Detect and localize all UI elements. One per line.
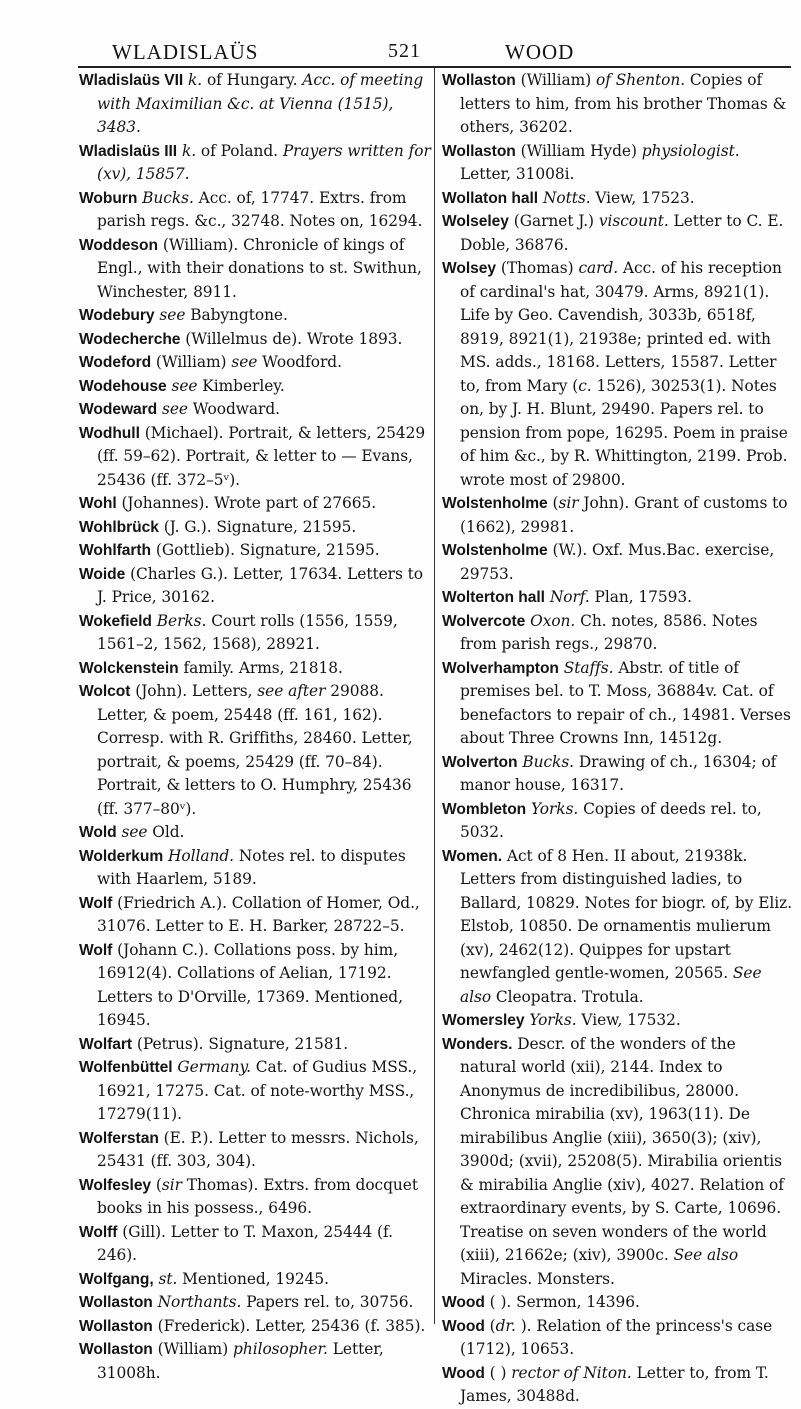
entry-headword: Wohl [79, 495, 117, 512]
index-entry [79, 657, 431, 681]
entry-text: (Frederick). Letter, 25436 (f. 385). [157, 1316, 426, 1335]
entry-headword: Women. [442, 847, 503, 865]
entry-text: Descr. of the wonders of the natural world (xii), 2144. Index to Anonymus de incredibilibus, 28000. Chronica mirabilia (xv), 1963(11). De mirabilibus Anglie (xiii), 3650(3); (xiv), 3900d; (xvii), 25208(5). Mirabilia orientis & mirabilia Anglie (xiv), 4027. Relation of extraordinary events, by S. Carte, 10696. Treatise on seven wonders of the world (xiii), 21662e; (xiv), 3900c. See also Miracles. Monsters. [460, 1034, 784, 1288]
entry-headword: Wolckenstein [79, 659, 179, 677]
index-entry [442, 1009, 794, 1033]
entry-text: see Old. [121, 823, 185, 841]
entry-headword: Wodecherche [79, 330, 181, 348]
page-number: 521 [388, 40, 421, 62]
entry-headword: Wolfart [79, 1035, 133, 1053]
index-entry [79, 563, 431, 610]
entry-text: (Thomas) card. Acc. of his reception of cardinal's hat, 30479. Arms, 8921(1). Life by Geo. Cavendish, 3033b, 6518f, 8919, 8921(1), 21938e; printed ed. with MS. adds., 18168. Letters, 15587. Letter to, from Mary (c. 1526), 30253(1). Notes on, by J. H. Blunt, 29490. Papers rel. to pension from pope, 16295. Poem in praise of him &c., by R. Whittington, 2199. Prob. wrote most of 29800. [460, 259, 788, 489]
header-left-word: WLADISLAÜS [112, 40, 259, 64]
entry-headword: Wohlfarth [79, 542, 152, 559]
entry-text: see Babyngtone. [159, 306, 288, 324]
index-entry [442, 751, 794, 798]
index-entry [79, 1056, 431, 1127]
entry-headword: Wolstenholme [442, 542, 548, 559]
index-entry [442, 657, 794, 751]
index-entry [79, 1221, 431, 1268]
entry-headword: Wold [79, 824, 117, 841]
index-entry [79, 422, 431, 493]
index-entry [79, 375, 431, 399]
index-entry [79, 845, 431, 892]
entry-headword: Wolcot [79, 683, 131, 700]
entry-text: family. Arms, 21818. [183, 658, 343, 677]
index-entry [79, 516, 431, 540]
entry-text: (William) philosopher. Letter, 31008h. [97, 1340, 384, 1382]
index-entry [79, 1268, 431, 1292]
entry-headword: Wollaston [79, 1341, 153, 1358]
entry-text: see Woodward. [162, 400, 280, 418]
entry-headword: Wolvercote [442, 612, 526, 630]
index-entry [79, 1315, 431, 1339]
index-entry [79, 234, 431, 305]
entry-text: (dr. ). Relation of the princess's case (1712), 10653. [460, 1316, 773, 1358]
entry-headword: Wollaston [442, 72, 516, 89]
entry-text: Berks. Court rolls (1556, 1559, 1561–2, 1562, 1568), 28921. [97, 611, 398, 653]
entry-text: (E. P.). Letter to messrs. Nichols, 25431 (ff. 303, 304). [97, 1128, 419, 1170]
index-entry [442, 492, 794, 539]
index-entry [79, 821, 431, 845]
index-entry [79, 69, 431, 140]
index-entry [79, 1033, 431, 1057]
entry-headword: Wodebury [79, 307, 155, 324]
index-entry [442, 187, 794, 211]
entry-text: Yorks. View, 17532. [529, 1011, 681, 1029]
entry-headword: Wood [442, 1294, 485, 1311]
entry-text: Holland. Notes rel. to disputes with Haarlem, 5189. [97, 846, 406, 888]
entry-headword: Woburn [79, 189, 138, 207]
index-entry [442, 1362, 794, 1409]
entry-headword: Wollaston [79, 1317, 153, 1335]
entry-text: k. of Poland. Prayers written for (xv), 15857. [97, 141, 431, 183]
entry-text: (Gill). Letter to T. Maxon, 25444 (f. 246). [97, 1222, 393, 1264]
entry-headword: Wladislaüs VII [79, 72, 184, 89]
entry-text: (Gottlieb). Signature, 21595. [155, 541, 380, 559]
index-entry [79, 1174, 431, 1221]
entry-headword: Wolfgang, [79, 1270, 154, 1288]
entry-text: k. of Hungary. Acc. of meeting with Maximilian &c. at Vienna (1515), 3483. [97, 71, 424, 136]
index-entry [442, 1033, 794, 1292]
entry-headword: Wolff [79, 1223, 118, 1241]
index-entry [442, 610, 794, 657]
index-entry [79, 351, 431, 375]
entry-headword: Womersley [442, 1012, 525, 1029]
entry-text: Bucks. Acc. of, 17747. Extrs. from parish regs. &c., 32748. Notes on, 16294. [97, 188, 423, 230]
entry-text: (Michael). Portrait, & letters, 25429 (ff. 59–62). Portrait, & letter to — Evans, 25436 (ff. 372–5ᵛ). [97, 423, 426, 489]
entry-text: (sir Thomas). Extrs. from docquet books in his possess., 6496. [97, 1175, 418, 1217]
entry-headword: Woide [79, 565, 126, 583]
entry-text: Norf. Plan, 17593. [549, 588, 692, 606]
entry-text: (John). Letters, see after 29088. Letter, & poem, 25448 (ff. 161, 162). Corresp. with R. Griffiths, 28460. Letter, portrait, & poems, 25429 (ff. 70–84). Portrait, & letters to O. Humphry, 25436 (ff. 377–80ᵛ). [97, 682, 413, 818]
entry-text: (J. G.). Signature, 21595. [163, 517, 357, 536]
entry-text: (William). Chronicle of kings of Engl., with their donations to st. Swithun, Winchester, 8911. [97, 235, 422, 301]
left-column [79, 69, 431, 1382]
entry-headword: Wolverton [442, 753, 518, 771]
entry-text: (Johann C.). Collations poss. by him, 16912(4). Collations of Aelian, 17192. Letters to D'Orville, 17369. Mentioned, 16945. [97, 940, 403, 1029]
index-entry [79, 140, 431, 187]
entry-headword: Wolterton hall [442, 589, 545, 606]
entry-headword: Wodeford [79, 354, 152, 371]
entry-headword: Wolf [79, 894, 113, 912]
entry-text: (sir John). Grant of customs to (1662), 29981. [460, 494, 788, 536]
entry-text: Staffs. Abstr. of title of premises bel. to T. Moss, 36884v. Cat. of benefactors to repair of ch., 14981. Verses about Three Crowns Inn, 14512g. [460, 658, 791, 747]
entry-text: (Petrus). Signature, 21581. [136, 1034, 349, 1053]
entry-headword: Wolfesley [79, 1176, 152, 1194]
index-entry [79, 1127, 431, 1174]
index-entry [442, 845, 794, 1010]
entry-headword: Wollaston [442, 142, 516, 160]
entry-headword: Woddeson [79, 236, 159, 254]
index-entry [442, 539, 794, 586]
entry-headword: Wladislaüs III [79, 142, 178, 160]
index-entry [79, 610, 431, 657]
running-header [0, 40, 801, 66]
entry-headword: Wonders. [442, 1035, 513, 1053]
entry-headword: Wolstenholme [442, 495, 548, 512]
entry-headword: Wollaton hall [442, 189, 539, 207]
index-entry [442, 1291, 794, 1315]
entry-headword: Wokefield [79, 612, 152, 630]
index-entry [79, 680, 431, 821]
entry-text: (W.). Oxf. Mus.Bac. exercise, 29753. [460, 541, 775, 583]
entry-headword: Wohlbrück [79, 518, 159, 536]
entry-text: Yorks. Copies of deeds rel. to, 5032. [460, 799, 762, 841]
entry-text: Act of 8 Hen. II about, 21938k. Letters from distinguished ladies, to Ballard, 10829. Notes for biogr. of, by Eliz. Elstob, 10850. De ornamentis mulierum (xv), 2462(12). Quippes for upstart newfangled gentle-women, 20565. See also Cleopatra. Trotula. [460, 846, 793, 1006]
right-column [442, 69, 794, 1405]
entry-text: (William) see Woodford. [155, 353, 342, 371]
entry-headword: Wombleton [442, 800, 527, 818]
index-entry [79, 1291, 431, 1315]
entry-headword: Wollaston [79, 1294, 153, 1311]
entry-text: (William) of Shenton. Copies of letters to him, from his brother Thomas & others, 36202. [460, 71, 787, 136]
index-entry [79, 304, 431, 328]
index-entry [442, 210, 794, 257]
entry-headword: Wolverhampton [442, 659, 559, 677]
index-entry [79, 939, 431, 1033]
index-entry [442, 257, 794, 492]
entry-headword: Wodehouse [79, 377, 167, 395]
entry-headword: Wolderkum [79, 847, 164, 865]
entry-text: (Johannes). Wrote part of 27665. [121, 494, 377, 512]
index-entry [79, 1338, 431, 1385]
index-entry [442, 1315, 794, 1362]
column-divider [434, 68, 435, 1324]
entry-text: ( ) rector of Niton. Letter to, from T. James, 30488d. [460, 1363, 769, 1405]
entry-headword: Wodeward [79, 401, 158, 418]
entry-headword: Wolf [79, 941, 113, 959]
entry-headword: Wolferstan [79, 1129, 159, 1147]
entry-text: st. Mentioned, 19245. [158, 1269, 329, 1288]
entry-headword: Wodhull [79, 424, 140, 442]
header-right-word: WOOD [505, 40, 575, 64]
entry-text: (William Hyde) physiologist. Letter, 31008i. [460, 141, 740, 183]
entry-text: ( ). Sermon, 14396. [489, 1293, 640, 1311]
index-entry [79, 539, 431, 563]
entry-headword: Wolsey [442, 260, 497, 277]
index-entry [442, 798, 794, 845]
entry-text: Notts. View, 17523. [542, 188, 695, 207]
entry-headword: Wood [442, 1317, 485, 1335]
index-entry [442, 140, 794, 187]
entry-headword: Wolseley [442, 213, 509, 230]
index-entry [442, 586, 794, 610]
index-entry [79, 328, 431, 352]
entry-text: Bucks. Drawing of ch., 16304; of manor house, 16317. [460, 752, 777, 794]
entry-text: (Willelmus de). Wrote 1893. [185, 329, 403, 348]
entry-headword: Wolfenbüttel [79, 1059, 173, 1076]
entry-text: (Garnet J.) viscount. Letter to C. E. Doble, 36876. [460, 212, 784, 254]
entry-text: see Kimberley. [171, 376, 285, 395]
index-entry [79, 398, 431, 422]
entry-text: (Charles G.). Letter, 17634. Letters to J. Price, 30162. [97, 564, 424, 606]
entry-text: Germany. Cat. of Gudius MSS., 16921, 17275. Cat. of note-worthy MSS., 17279(11). [97, 1058, 418, 1123]
index-entry [79, 187, 431, 234]
entry-text: Northants. Papers rel. to, 30756. [157, 1293, 414, 1311]
entry-headword: Wood [442, 1364, 485, 1382]
index-entry [442, 69, 794, 140]
index-entry [79, 892, 431, 939]
entry-text: (Friedrich A.). Collation of Homer, Od., 31076. Letter to E. H. Barker, 28722–5. [97, 893, 420, 935]
entry-text: Oxon. Ch. notes, 8586. Notes from parish regs., 29870. [460, 611, 758, 653]
index-entry [79, 492, 431, 516]
